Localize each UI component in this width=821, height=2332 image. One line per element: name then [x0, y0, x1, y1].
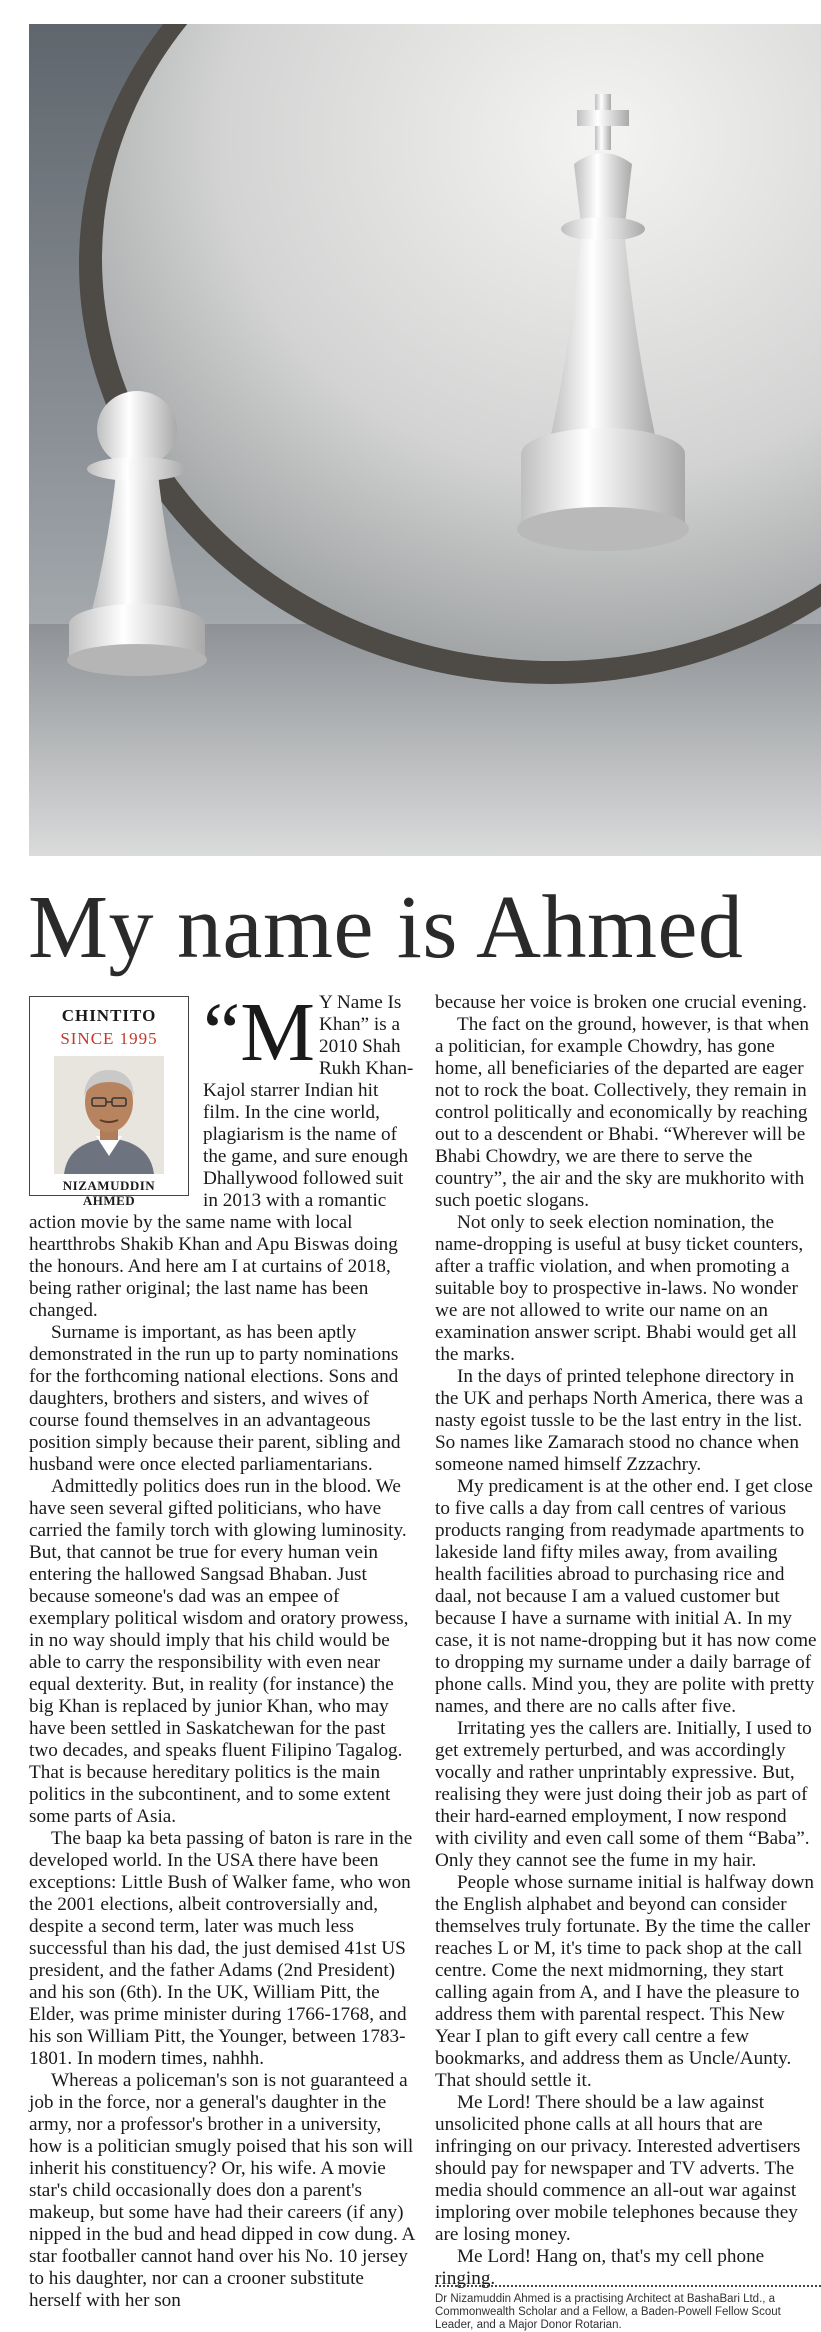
author-name-line2: AHMED	[82, 1193, 136, 1208]
column-since: SINCE 1995	[60, 1029, 158, 1048]
paragraph: In the days of printed telephone directory in the UK and perhaps North America, there was a nasty egoist tussle to be the last entry in the list. So names like Zamarach stood no chance when someone named himself Zzzachry.	[435, 1366, 804, 1475]
chess-mirror-illustration	[29, 24, 821, 856]
author-photo	[54, 1056, 164, 1174]
opening-text: Y Name Is Khan” is a 2010 Shah Rukh Khan-Kajol starrer Indian hit film. In the cine world, plagiarism is the name of the game, and sure enough Dhallywood followed suit in 2013 with a romantic action movie by the same name with local heartthrobs Shakib Khan and Apu Biswas doing the honours. And here am I at curtains of 2018, being rather original; the last name has been changed.	[29, 992, 414, 1321]
paragraph: My predicament is at the other end. I get close to five calls a day from call centres of various products ranging from readymade apartments to lakeside land fifty miles away, from availing health facilities abroad to purchasing rice and daal, not because I am a valued customer but because I have a surname with initial A. In my case, it is not name-dropping but it has now come to dropping my surname under a daily barrage of phone calls. Mind you, they are polite with pretty names, and there are no calls after five.	[435, 1476, 817, 1717]
paragraph: Whereas a policeman's son is not guaranteed a job in the force, nor a general's daughter in the army, nor a professor's brother in a university, how is a politician smugly poised that his son will inherit his constituency? Or, his wife. A movie star's child occasionally does don a parent's makeup, but some have had their careers (if any) nipped in the bud and head dipped in cow dung. A star footballer cannot hand over his No. 10 jersey to his daughter, nor can a crooner substitute herself with her son	[29, 2070, 415, 2311]
paragraph: The baap ka beta passing of baton is rare in the developed world. In the USA there have been exceptions: Little Bush of Walker fame, who won the 2001 elections, albeit controversially and, despite a second term, later was much less successful than his dad, the just demised 41st US president, and the father Adams (2nd President) and his son (6th). In the UK, William Pitt, the Elder, was prime minister during 1766-1768, and his son William Pitt, the Younger, between 1783-1801. In modern times, nahhh.	[29, 1828, 413, 2069]
paragraph: Me Lord! There should be a law against unsolicited phone calls at all hours that are infringing on our privacy. Interested advertisers should pay for newspaper and TV adverts. The media should commence an all-out war against imploring over mobile telephones because they are losing money.	[435, 2092, 801, 2245]
drop-cap: “M	[203, 986, 315, 1079]
paragraph: Admittedly politics does run in the blood. We have seen several gifted politicians, who have carried the family torch with glowing luminosity. But, that cannot be true for every human vein entering the hallowed Sangsad Bhaban. Just because someone's dad was an empee of exemplary political wisdom and oratory prowess, in no way should imply that his child would be able to carry the responsibility with even near equal dexterity. But, in reality (for instance) the big Khan is replaced by junior Khan, who may have been settled in Saskatchewan for the past two decades, and speaks fluent Filipino Tagalog. That is because hereditary politics is the main politics in the subcontinent, and to some extent some parts of Asia.	[29, 1476, 409, 1827]
paragraph: Surname is important, as has been aptly demonstrated in the run up to party nominations for the forthcoming national elections. Sons and daughters, brothers and sisters, and wives of course found themselves in an advantageous position simply because their parent, sibling and husband were once elected parliamentarians.	[29, 1322, 401, 1475]
author-bio: Dr Nizamuddin Ahmed is a practising Architect at BashaBari Ltd., a Commonwealth Scholar and a Fellow, a Baden-Powell Fellow Scout Leader, and a Major Donor Rotarian.	[435, 2293, 781, 2331]
paragraph: People whose surname initial is halfway down the English alphabet and beyond can consider themselves truly fortunate. By the time the caller reaches L or M, it's time to pack shop at the call centre. Come the next midmorning, they start calling again from A, and I have the pleasure to address them with parental respect. This New Year I plan to gift every call centre a few bookmarks, and address them as Uncle/Aunty. That should settle it.	[435, 1872, 815, 2091]
bio-divider	[435, 2285, 821, 2287]
columnist-byline-box	[29, 996, 189, 1208]
article-column-2	[435, 992, 821, 2290]
headline: My name is Ahmed	[28, 878, 744, 977]
paragraph: Me Lord! Hang on, that's my cell phone ringing.	[435, 2246, 765, 2289]
hero-image	[29, 24, 821, 856]
article-column-1	[29, 986, 415, 2312]
column-name: CHINTITO	[61, 1006, 157, 1025]
paragraph-continuation: because her voice is broken one crucial evening.	[435, 992, 807, 1013]
paragraph: The fact on the ground, however, is that when a politician, for example Chowdry, has gone home, all beneficiaries of the departed are eager not to rock the boat. Collectively, they remain in control politically and economically by reaching out to a descendent or Bhabi. “Wherever will be Bhabi Chowdry, we are there to serve the country”, the air and the sky are mukhorito with such poetic slogans.	[435, 1014, 809, 1211]
paragraph: Irritating yes the callers are. Initially, I used to get extremely perturbed, and was accordingly vocally and rather unprintably expressive. But, realising they were just doing their job as part of their hard-earned employment, I now respond with civility and even call some of them “Baba”. Only they cannot see the fume in my hair.	[435, 1718, 812, 1871]
author-name-line1: NIZAMUDDIN	[62, 1178, 156, 1193]
paragraph: Not only to seek election nomination, the name-dropping is useful at busy ticket counters, after a traffic violation, and when promoting a suitable boy to prospective in-laws. No wonder we are not allowed to write our name on an examination answer script. Bhabi would get all the marks.	[435, 1212, 804, 1365]
